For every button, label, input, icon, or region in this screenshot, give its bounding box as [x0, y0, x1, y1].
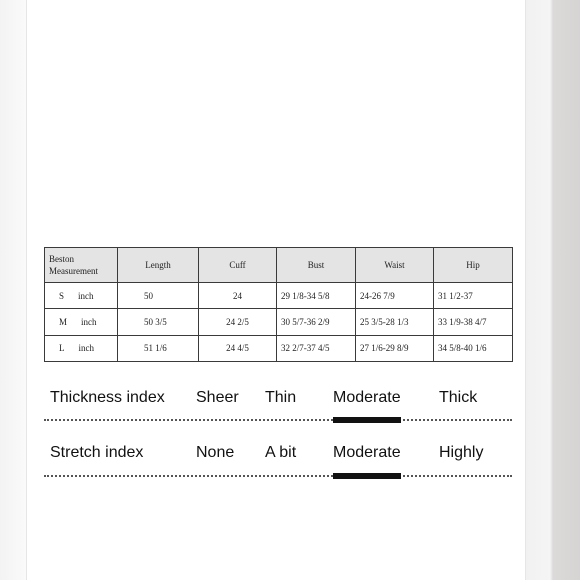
- stretch-index-row: [50, 444, 512, 468]
- length-cell: 50 3/5: [118, 309, 199, 335]
- size-label: L: [59, 343, 65, 354]
- cuff-cell: 24: [199, 283, 277, 309]
- waist-cell: 24-26 7/9: [356, 283, 434, 309]
- bust-cell: 29 1/8-34 5/8: [277, 283, 356, 309]
- thickness-index-row: [50, 389, 512, 413]
- length-cell: 50: [118, 283, 199, 309]
- column-header-bust: Bust: [277, 248, 356, 283]
- stretch-scale-line: [44, 475, 512, 477]
- size-label: S: [59, 290, 65, 301]
- thickness-selected-marker: [333, 417, 401, 423]
- hip-cell: 33 1/9-38 4/7: [434, 309, 513, 335]
- thickness-option-moderate: Moderate: [333, 389, 401, 406]
- measurement-header: [45, 248, 118, 283]
- size-label: M: [59, 316, 68, 327]
- background-right: [526, 0, 580, 580]
- size-label-cell: [45, 335, 118, 361]
- thickness-option-thick: Thick: [439, 389, 478, 406]
- unit-label: inch: [78, 343, 94, 354]
- column-header-cuff: Cuff: [199, 248, 277, 283]
- background-left: [0, 0, 26, 580]
- thickness-index-label: Thickness index: [50, 389, 165, 406]
- bust-cell: 32 2/7-37 4/5: [277, 335, 356, 361]
- size-label-cell: [45, 283, 118, 309]
- stretch-selected-marker: [333, 473, 401, 479]
- stretch-option-moderate: Moderate: [333, 444, 401, 461]
- table-row: [45, 335, 513, 361]
- bust-cell: 30 5/7-36 2/9: [277, 309, 356, 335]
- hip-cell: 31 1/2-37: [434, 283, 513, 309]
- measurement-header-line1: Beston: [49, 254, 75, 264]
- hip-cell: 34 5/8-40 1/6: [434, 335, 513, 361]
- unit-label: inch: [78, 290, 94, 301]
- thickness-option-sheer: Sheer: [196, 389, 239, 406]
- measurement-header-line2: Measurement: [49, 266, 98, 276]
- column-header-length: Length: [118, 248, 199, 283]
- length-cell: 51 1/6: [118, 335, 199, 361]
- table-row: [45, 283, 513, 309]
- size-chart-table: [44, 247, 513, 362]
- thickness-scale-line: [44, 419, 512, 421]
- column-header-hip: Hip: [434, 248, 513, 283]
- table-row: [45, 309, 513, 335]
- stretch-index-label: Stretch index: [50, 444, 144, 461]
- thickness-option-thin: Thin: [265, 389, 297, 406]
- column-header-waist: Waist: [356, 248, 434, 283]
- stretch-option-a-bit: A bit: [265, 444, 297, 461]
- stretch-option-highly: Highly: [439, 444, 484, 461]
- unit-label: inch: [81, 316, 97, 327]
- size-chart-header-row: [45, 248, 513, 283]
- waist-cell: 25 3/5-28 1/3: [356, 309, 434, 335]
- cuff-cell: 24 2/5: [199, 309, 277, 335]
- size-label-cell: [45, 309, 118, 335]
- cuff-cell: 24 4/5: [199, 335, 277, 361]
- waist-cell: 27 1/6-29 8/9: [356, 335, 434, 361]
- stretch-option-none: None: [196, 444, 235, 461]
